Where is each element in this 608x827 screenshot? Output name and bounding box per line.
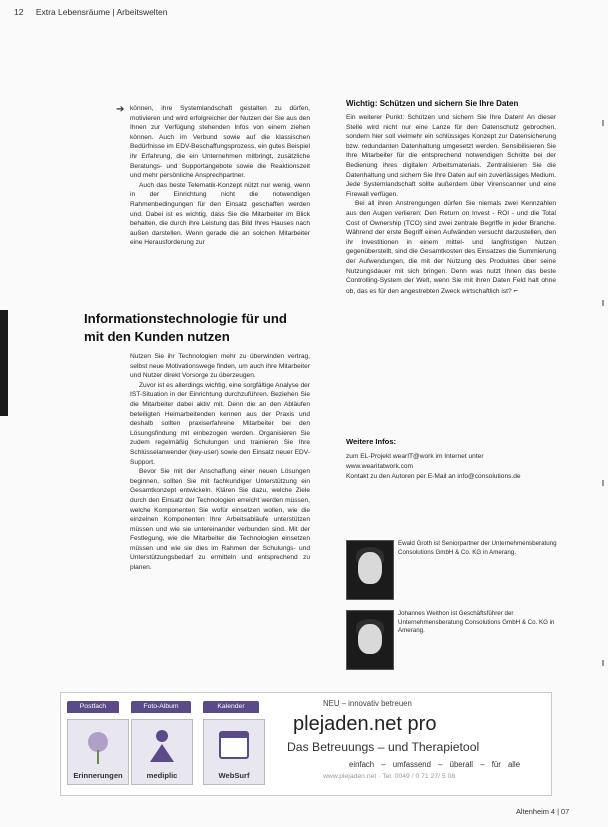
ad-tile-label: mediplic — [146, 771, 178, 780]
ad-tab-foto-album: Foto-Album — [131, 701, 191, 713]
roi-text: Bei all ihren Anstrengungen dürfen Sie niemals zwei Kennzahlen aus den Augen verlieren: Den Return on Invest - ROI - und die Total Cost of Ownership (TCO) sind zwei zentrale Begriffe in jeder Branche. Während der erste Begriff einen Aufwänden versucht darzustellen, den ihr Investitionen in einem mittel- und langfristigen Nutzen gegenüberstellt, sind die Gesamtkosten des Einsatzes die Summierung der Aufwendungen, die mit der Nutzung des Produktes über seine Nutzungsdauer mit sich bringen. Denn was nutzt Ihnen das beste Controlling-System der Welt, wenn Sie mit ihren Daten Feld halt ohne ob, das es für den angestrebten Zweck wirtschaftlich ist? — [346, 200, 556, 295]
left-column-bottom — [130, 352, 310, 573]
author-photo-weithon — [346, 610, 394, 670]
left-column-top — [130, 104, 310, 248]
author-bio-weithon: Johannes Weithon ist Geschäftsführer der Unternehmensberatung Consolutions GmbH & Co. KG in Amerang. — [398, 610, 555, 635]
page-footer: Altenheim 4 | 07 — [516, 807, 570, 816]
edge-mark — [602, 660, 604, 666]
author-photo-groth — [346, 540, 394, 600]
ad-tile-mediplic — [131, 719, 193, 785]
author-bio-groth: Ewald Groth ist Seniorpartner der Unternehmensberatung Consolutions GmbH & Co. KG in Amerang. — [398, 540, 557, 556]
right-column — [346, 113, 556, 296]
ad-tile-label: WebSurf — [218, 771, 250, 780]
ad-tile-erinnerungen — [67, 719, 129, 785]
running-header — [14, 7, 168, 17]
paragraph-data-security: Ein weiterer Punkt: Schützen und sichern Sie Ihre Daten! An dieser Stelle wird nicht nur eine Lanze für den Datenschutz gebrochen, sondern hier soll vielmehr ein schlüssiges Konzept zur Datensicherung bzw. redundanten Datenhaltung umgesetzt werden. Sensibilisieren Sie Ihre Mitarbeiter für die entsprechend notwendigen Schritte bei der Bedienung ihres digitalen Arbeitsmaterials. Zentralisieren Sie die Datenhaltung und sichern Sie Ihre Daten auf ein zuverlässiges Medium. Jede Systemlandschaft sollte außerdem über Virenscanner und eine Firewall verfügen. — [346, 114, 556, 198]
edge-mark — [602, 480, 604, 486]
ad-points: einfach – umfassend – überall – für alle — [349, 760, 521, 769]
further-info — [346, 452, 560, 482]
paragraph-analysis: Zuvor ist es allerdings wichtig, eine sorgfältige Analyse der IST-Situation in der Einrichtung durchzuführen. Beziehen Sie die Mitarbeiter dabei aktiv mit. Denn die an den Abläufen beteiligten Heimarbeitenden kennen aus der Praxis und deshalb sollten praxiserfahrene Mitarbeiter bei den Lösungsfindung mit einbezogen werden. Organisieren Sie zudem regelmäßig Schulungen und trainieren Sie Ihre Schlüsselanwender (key-user) sowie den Einsatz neuer EDV-Support. — [130, 381, 310, 466]
info-link-website[interactable]: www.wearitatwork.com — [346, 463, 414, 470]
ad-tab-kalender: Kalender — [203, 701, 259, 713]
paragraph-concept: Auch das beste Telematik-Konzept nützt nur wenig, wenn in der Einrichtung nicht die notwendigen Rahmenbedingungen für den Einsatz geschaffen werden und. Dabei ist es wichtig, dass Sie die Mitarbeiter im Blick behalten, die durch ihre Leistung das Bild Ihres Hauses nach außen darstellen. Wenn gerade die an solchen Mitarbeiter eine Herausforderung zur — [130, 181, 310, 247]
advertisement[interactable] — [60, 692, 552, 796]
end-mark-icon: ⌐ — [513, 285, 519, 295]
ad-brand: plejaden.net pro — [293, 713, 437, 735]
ad-kicker: NEU – innovativ betreuen — [323, 699, 412, 708]
edge-mark — [602, 120, 604, 126]
ad-tagline: Das Betreuungs – und Therapietool — [287, 740, 480, 754]
ad-tile-label: Erinnerungen — [73, 771, 123, 780]
page-number: 12 — [14, 7, 24, 17]
section-title: Extra Lebensräume | Arbeitswelten — [35, 7, 168, 17]
info-line-contact[interactable]: Kontakt zu den Autoren per E-Mail an info@consolutions.de — [346, 473, 521, 480]
paragraph-roi-tco — [346, 199, 556, 296]
tulip-icon — [68, 724, 128, 768]
data-security-heading: Wichtig: Schützen und sichern Sie Ihre Daten — [346, 99, 519, 108]
paragraph-concept-plan: Bevor Sie mit der Anschaffung einer neuen Lösungen beginnen, sollten Sie mit fachkundiger Unterstützung ein Gesamtkonzept entwickeln. Klären Sie dazu, welche Ziele durch den Einsatz der Technologien erreicht werden müssen, welche Komponenten Sie wofür einsetzen wollen, wie die einzelnen Komponenten Ihre Arbeitsabläufe unterstützen müssen und wie sie untereinander verbunden sind. Mit der Festlegung, wie die Mitarbeiter die Technologien einsetzen müssen und wie sie dies im Rahmen der Schulungs- und Unterstützungsbedarf zu ermitteln und entsprechend zu planen. — [130, 468, 310, 572]
browser-icon — [204, 724, 264, 768]
further-info-heading: Weitere Infos: — [346, 437, 397, 446]
paragraph-intro: können, ihre Systemlandschaft gestalten zu dürfen, motivieren und wird erfolgreicher der Nutzen der Sie aus den Ihnen zur Verfügung stehenden Infos von einem ziehen können. Auch im Verbund sowie auf die klassischen Bedürfnisse im EDV-Beschaffungsprozess, ein gutes Beispiel ihr Erfahrung, die ein Unternehmen mitbringt, zusätzliche Beratungs- und Supportangebote sowie die Reaktionszeit und mehr persönliche Ansprechpartner. — [130, 105, 310, 180]
paragraph-motivation: Nutzen Sie ihr Technologien mehr zu überwinden vertrag, selbst neue Motivationswege finden, um auch ihre Mitarbeiter und Nutzer direkt Vorsorge zu überzeugen. — [130, 353, 310, 380]
continue-arrow-icon: ➔ — [116, 104, 125, 115]
ad-tab-postfach: Postfach — [67, 701, 119, 713]
sidebar-bar — [0, 310, 8, 416]
info-line-project: zum EL-Projekt wearIT@work im Internet unter — [346, 453, 484, 460]
figure-icon — [132, 724, 192, 768]
ad-url[interactable]: www.plejaden.net · Tel. 0049 / 0 71 27/ 5 08 — [323, 773, 456, 780]
ad-tile-websurf — [203, 719, 265, 785]
edge-mark — [602, 300, 604, 306]
section-heading: Informationstechnologie für und mit den Kunden nutzen — [84, 311, 287, 344]
